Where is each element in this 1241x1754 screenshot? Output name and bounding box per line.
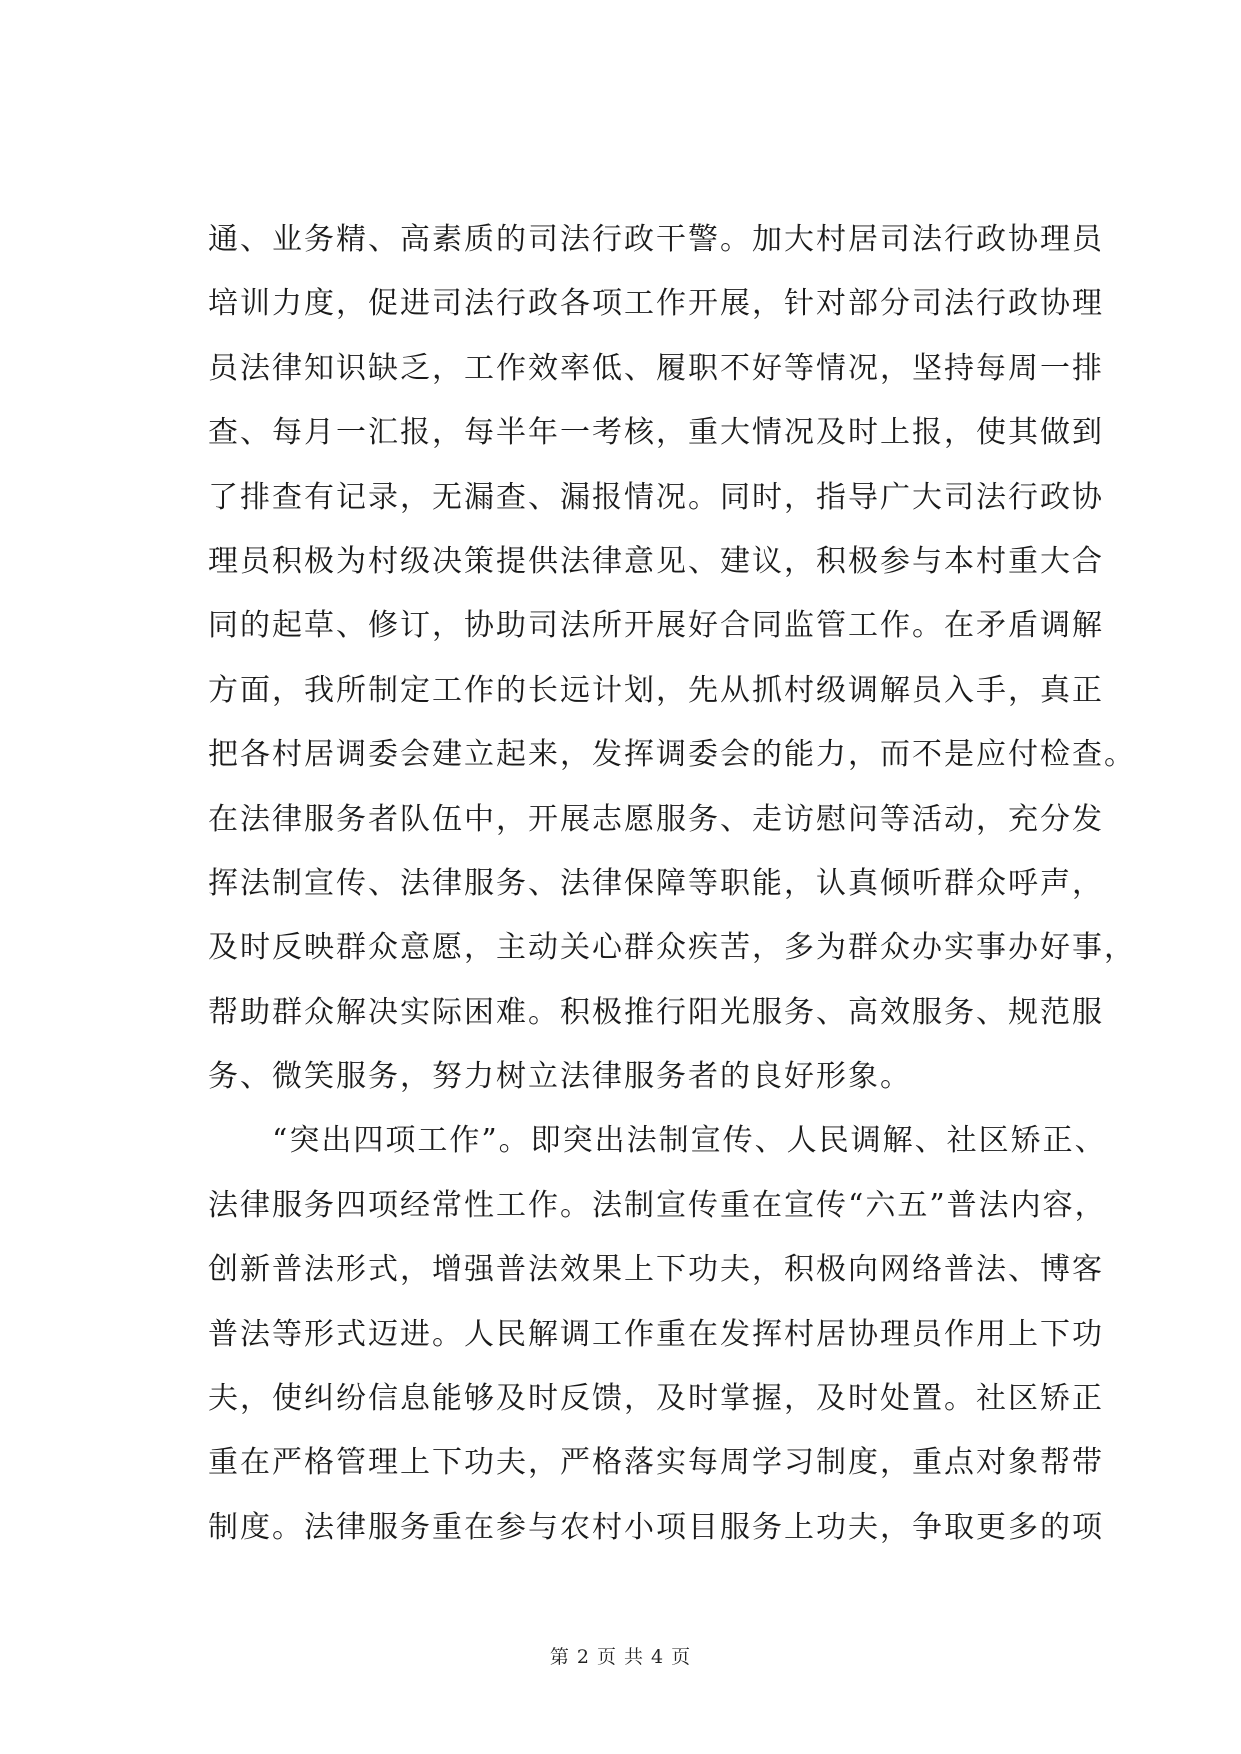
- text-line: 法律服务四项经常性工作。法制宣传重在宣传“六五”普法内容，: [208, 1187, 1107, 1223]
- text-line: 帮助群众解决实际困难。积极推行阳光服务、高效服务、规范服: [208, 994, 1104, 1030]
- text-line: 把各村居调委会建立起来，发挥调委会的能力，而不是应付检查。: [208, 737, 1136, 773]
- text-line: 方面，我所制定工作的长远计划，先从抓村级调解员入手，真正: [208, 672, 1104, 708]
- paragraph-start-line: “突出四项工作”。即突出法制宣传、人民调解、社区矫正、: [272, 1123, 1107, 1159]
- text-line: 员法律知识缺乏，工作效率低、履职不好等情况，坚持每周一排: [208, 350, 1104, 386]
- text-line: 夫，使纠纷信息能够及时反馈，及时掌握，及时处置。社区矫正: [208, 1381, 1104, 1417]
- text-line: 了排查有记录，无漏查、漏报情况。同时，指导广大司法行政协: [208, 479, 1104, 515]
- text-line: 同的起草、修订，协助司法所开展好合同监管工作。在矛盾调解: [208, 608, 1104, 644]
- text-line: 挥法制宣传、法律服务、法律保障等职能，认真倾听群众呼声，: [208, 865, 1104, 901]
- text-line: 在法律服务者队伍中，开展志愿服务、走访慰问等活动，充分发: [208, 801, 1104, 837]
- text-line: 务、微笑服务，努力树立法律服务者的良好形象。: [208, 1059, 912, 1095]
- text-line: 理员积极为村级决策提供法律意见、建议，积极参与本村重大合: [208, 543, 1104, 579]
- text-line: 重在严格管理上下功夫，严格落实每周学习制度，重点对象帮带: [208, 1445, 1104, 1481]
- text-line: 制度。法律服务重在参与农村小项目服务上功夫，争取更多的项: [208, 1509, 1104, 1545]
- text-line: 通、业务精、高素质的司法行政干警。加大村居司法行政协理员: [208, 222, 1104, 257]
- document-body: [208, 208, 1136, 1560]
- page-number-footer: 第 2 页 共 4 页: [549, 1646, 692, 1668]
- text-line: 创新普法形式，增强普法效果上下功夫，积极向网络普法、博客: [208, 1252, 1104, 1288]
- text-line: 查、每月一汇报，每半年一考核，重大情况及时上报，使其做到: [208, 415, 1104, 451]
- text-line: 培训力度，促进司法行政各项工作开展，针对部分司法行政协理: [208, 286, 1104, 322]
- text-line: 及时反映群众意愿，主动关心群众疾苦，多为群众办实事办好事，: [208, 930, 1136, 966]
- text-line: 普法等形式迈进。人民解调工作重在发挥村居协理员作用上下功: [208, 1316, 1104, 1352]
